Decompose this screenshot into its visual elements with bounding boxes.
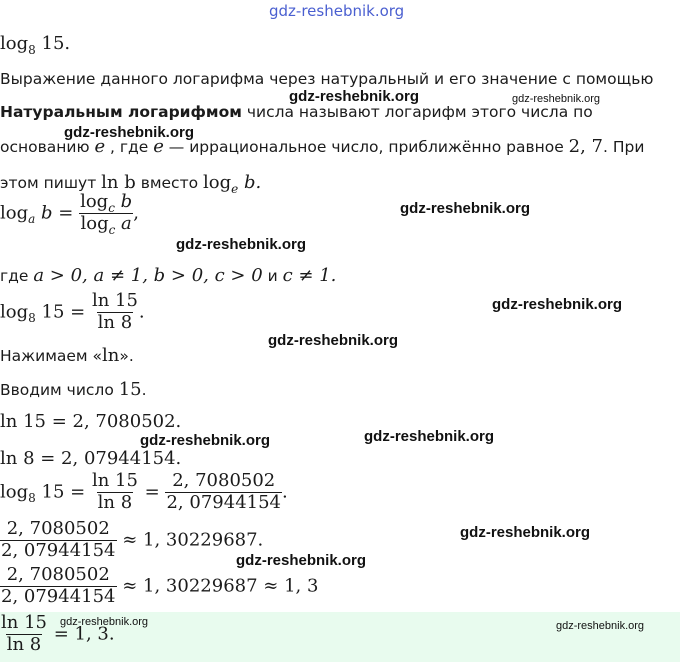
task-title: $\log_8 15$. [0,33,71,57]
watermark: gdz-reshebnik.org [364,428,495,445]
watermark: gdz-reshebnik.org [60,616,149,628]
watermark: gdz-reshebnik.org [140,432,271,449]
step-press-ln: Нажимаем «ln». [0,345,134,366]
conditions: где a > 0, a ≠ 1, b > 0, c > 0 и c ≠ 1. [0,265,337,286]
paragraph-intro: Выражение данного логарифма через натуральный и его значение с помощью [0,70,654,88]
watermark: gdz-reshebnik.org [556,620,645,632]
equation-log8-15: $\log_8 15$ = $\frac{\ln 15}{\ln 8}$ . [0,290,145,333]
step-enter-number: Вводим число 15. [0,379,147,400]
change-of-base-formula: $\log_a b$ = $\frac{\log_c b}{\log_c a}$ , [0,191,139,237]
paragraph-definition: Натуральным логарифмом числа называют логарифм этого числа по [0,103,593,121]
equation-rounded: $\frac{2, 7080502}{2, 07944154}$ ≈ 1, 30229687 ≈ 1, 3 [1,564,319,607]
watermark-top: gdz-reshebnik.org [269,2,405,20]
watermark: gdz-reshebnik.org [512,93,601,105]
watermark: gdz-reshebnik.org [236,552,367,569]
result-ln8: ln 8 = 2, 07944154. [0,448,182,469]
result-ln15: ln 15 = 2, 7080502. [0,411,182,432]
paragraph-notation: этом пишут ln b вместо $\log_e b$. [0,172,262,196]
watermark: gdz-reshebnik.org [176,236,307,253]
watermark: gdz-reshebnik.org [400,200,531,217]
watermark: gdz-reshebnik.org [460,524,591,541]
watermark: gdz-reshebnik.org [492,296,623,313]
paragraph-base: основанию e , где e — иррациональное число, приближённо равное 2, 7. При [0,136,645,157]
watermark: gdz-reshebnik.org [268,332,399,349]
equation-approx: $\frac{2, 7080502}{2, 07944154}$ ≈ 1, 30229687. [1,518,264,561]
watermark: gdz-reshebnik.org [64,124,195,141]
answer-equation: $\frac{\ln 15}{\ln 8}$ = 1, 3. [1,612,115,655]
watermark: gdz-reshebnik.org [289,88,420,105]
equation-ratio: $\log_8 15$ = $\frac{\ln 15}{\ln 8}$ = $\frac{2, 7080502}{2, 07944154}$ . [0,470,288,513]
